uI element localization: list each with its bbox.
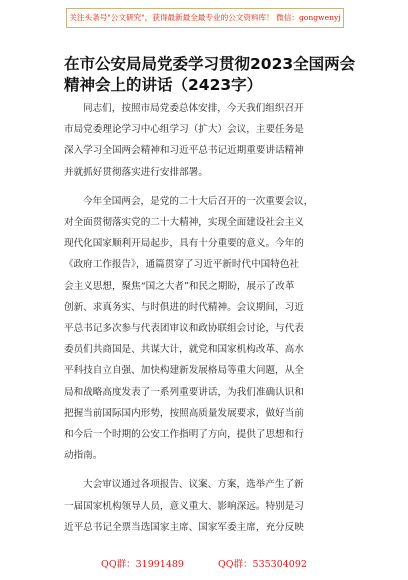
- qq-group-1: QQ群：31991489: [101, 559, 184, 570]
- paragraph-2: [64, 191, 356, 467]
- text-line: 近平总书记全票当选国家主席、国家军委主席，充分反映: [64, 521, 304, 533]
- document-title: [64, 54, 364, 96]
- title-line-1: 在市公安局局党委学习贯彻2023全国两会: [64, 55, 356, 73]
- text-line: 市局党委理论学习中心组学习（扩大）会议，主要任务是: [64, 124, 304, 136]
- text-line: 深入学习全国两会精神和习近平总书记近期重要讲话精神: [64, 145, 304, 157]
- text-line: 现代化国家顺利开局起步，具有十分重要的意义。今年的: [64, 238, 304, 250]
- text-line: 《政府工作报告》，通篇贯穿了习近平新时代中国特色社: [64, 259, 300, 271]
- text-line: 大会审议通过各项报告、议案、方案，选举产生了新: [83, 479, 304, 491]
- text-line: 局和战略高度发表了一系列重要讲话，为我们准确认识和: [64, 386, 304, 398]
- document-body: [64, 98, 356, 538]
- text-line: 今年全国两会，是党的二十大后召开的一次重要会议，: [83, 195, 314, 207]
- title-line-2: 精神会上的讲话（2423字）: [64, 76, 263, 94]
- paragraph-1: [64, 98, 356, 183]
- footer-contacts: [0, 556, 408, 570]
- text-line: 会主义思想，聚焦“国之大者”和民之期盼，展示了改革: [64, 280, 295, 292]
- text-line: 把握当前国际国内形势，按照高质量发展要求，做好当前: [64, 407, 304, 419]
- paragraph-3: [64, 474, 356, 538]
- text-line: 和今后一个时期的公安工作指明了方向，提供了思想和行: [64, 429, 304, 441]
- text-line: 平科技自立自强、加快构建新发展格局等重大问题，从全: [64, 365, 304, 377]
- text-line: 并就抓好贯彻落实进行安排部署。: [64, 166, 208, 178]
- text-line: 一届国家机构领导人员，意义重大、影响深远。特别是习: [64, 500, 304, 512]
- text-line: 委员们共商国是、共谋大计，就党和国家机构改革、高水: [64, 344, 304, 356]
- header-banner: 关注头条号"公文研究"，获得最新最全最专业的公文资料库！ 微信：gongwenyj: [66, 8, 344, 28]
- qq-group-2: QQ群：535304092: [217, 559, 307, 570]
- text-line: 创新、求真务实、与时俱进的时代精神。会议期间，习近: [64, 301, 304, 313]
- text-line: 对全面贯彻落实党的二十大精神，实现全面建设社会主义: [64, 217, 304, 229]
- text-line: 同志们，按照市局党委总体安排，今天我们组织召开: [83, 103, 304, 114]
- text-line: 平总书记多次参与代表团审议和政协联组会讨论，与代表: [64, 323, 304, 335]
- text-line: 动指南。: [64, 450, 103, 462]
